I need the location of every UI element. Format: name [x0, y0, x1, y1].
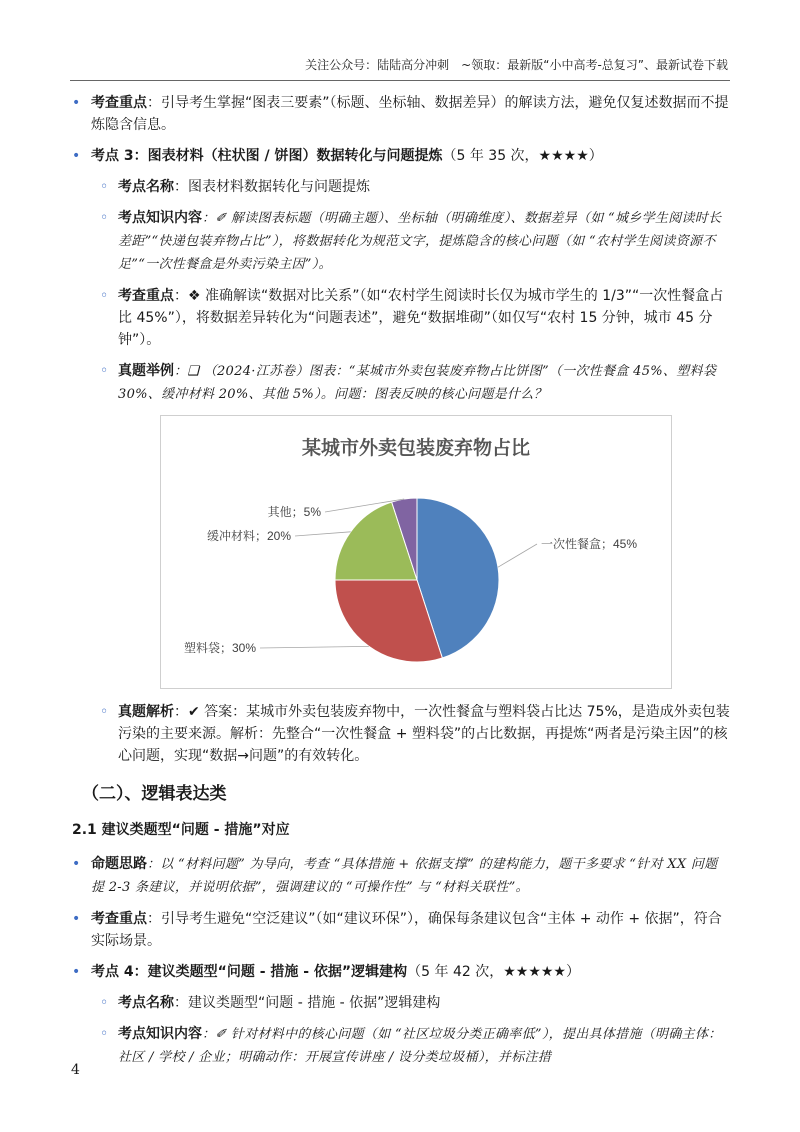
chart-title: 某城市外卖包装废弃物占比: [301, 438, 531, 459]
kp4-title: 考点 4：建议类题型“问题 - 措施 - 依据”逻辑建构: [91, 964, 408, 980]
kp3-analysis-label: 真题解析: [118, 704, 174, 720]
kp4-name-label: 考点名称: [118, 995, 174, 1011]
sub-section-title: 2.1 建议类题型“问题 - 措施”对应: [72, 822, 290, 838]
kp3-focus-label: 考查重点: [118, 288, 174, 304]
kp4-meta: （5 年 42 次，★★★★★）: [407, 964, 580, 980]
slice-label-3: 缓冲材料；20%: [206, 529, 291, 543]
kp3-analysis-text: ：✔ 答案：某城市外卖包装废弃物中，一次性餐盒与塑料袋占比达 75%，是造成外卖包装污染的主要来源。解析：先整合“一次性餐盒 + 塑料袋”的占比数据，再提炼“两者是污染主因”的核心问题，实现“数据→问题”的有效转化。: [118, 704, 730, 764]
kp3-meta: （5 年 35 次，★★★★）: [442, 148, 603, 164]
kp3-knowledge-text: ：✐ 解读图表标题（明确主题）、坐标轴（明确维度）、数据差异（如 “城乡学生阅读时长差距”“快递包装弃物占比”），将数据转化为规范文字，提炼隐含的核心问题（如 “农村学生阅读资源不足”“一次性餐盒是外卖污染主因”）。: [118, 211, 722, 272]
kp4-name-item: [72, 992, 730, 1014]
kp3-title: 考点 3：图表材料（柱状图 / 饼图）数据转化与问题提炼: [91, 148, 443, 164]
focus2-item: [72, 908, 730, 952]
kp4-name-text: ：建议类题型“问题 - 措施 - 依据”逻辑建构: [174, 995, 441, 1011]
slice-label-2: 塑料袋；30%: [183, 641, 256, 655]
kp3-example-text: ：❑ （2024·江苏卷）图表：“某城市外卖包装废弃物占比饼图”（一次性餐盒 45%、塑料袋 30%、缓冲材料 20%、其他 5%）。问题：图表反映的核心问题是什么？: [118, 364, 717, 402]
focus2-text: ：引导考生避免“空泛建议”（如“建议环保”），确保每条建议包含“主体 + 动作 + 依据”，符合实际场景。: [91, 911, 722, 949]
focus2-label: 考查重点: [91, 911, 147, 927]
kp3-name-item: [72, 176, 730, 198]
kp3-name-label: 考点名称: [118, 179, 174, 195]
kp3-example-item: [72, 360, 730, 406]
idea-label: 命题思路: [91, 856, 147, 872]
focus-item: [72, 92, 730, 136]
kp3-focus-text: ：❖ 准确解读“数据对比关系”（如“农村学生阅读时长仅为城市学生的 1/3”“一次性餐盒占比 45%”），将数据差异转化为“问题表述”，避免“数据堆砌”（如仅写“农村 15 分钟，城市 45 分钟”）。: [118, 288, 724, 348]
kp3-analysis-item: [72, 701, 730, 767]
kp4-knowledge-label: 考点知识内容: [118, 1026, 202, 1042]
pie-chart: [161, 416, 671, 688]
page-number: 4: [71, 1062, 80, 1078]
kp4-knowledge-text: ：✐ 针对材料中的核心问题（如 “社区垃圾分类正确率低”），提出具体措施（明确主体：社区 / 学校 / 企业；明确动作：开展宣传讲座 / 设分类垃圾桶），并标注措: [118, 1027, 722, 1065]
kp3-knowledge-label: 考点知识内容: [118, 210, 202, 226]
pie-chart-frame: [160, 415, 672, 689]
kp4-heading: [72, 961, 730, 983]
idea-text: ：以 “材料问题” 为导向，考查 “具体措施 + 依据支撑” 的建构能力，题干多要求 “针对 XX 问题提 2-3 条建议，并说明依据”，强调建议的 “可操作性” 与 “材料关联性”。: [91, 857, 718, 895]
kp4-knowledge-item: [72, 1023, 730, 1069]
leader-line-3: [295, 532, 351, 536]
page-header: 关注公众号：陆陆高分冲刺 ~领取：最新版“小中高考-总复习”、最新试卷下载: [305, 58, 728, 72]
kp3-knowledge-item: [72, 207, 730, 276]
leader-line-1: [498, 544, 537, 567]
focus-text: ：引导考生掌握“图表三要素”（标题、坐标轴、数据差异）的解读方法，避免仅复述数据而不提炼隐含信息。: [91, 95, 729, 133]
header-rule: [70, 80, 730, 81]
leader-line-2: [260, 646, 369, 648]
slice-label-1: 一次性餐盒；45%: [541, 537, 638, 551]
page-content: [72, 92, 730, 1078]
kp3-focus-item: [72, 285, 730, 351]
slice-label-4: 其他；5%: [267, 505, 321, 519]
focus-label: 考查重点: [91, 95, 147, 111]
section-title: （二）、逻辑表达类: [82, 784, 227, 804]
kp3-name-text: ：图表材料数据转化与问题提炼: [174, 179, 370, 195]
kp3-example-label: 真题举例: [118, 363, 174, 379]
kp3-heading: [72, 145, 730, 167]
idea-item: [72, 853, 730, 899]
